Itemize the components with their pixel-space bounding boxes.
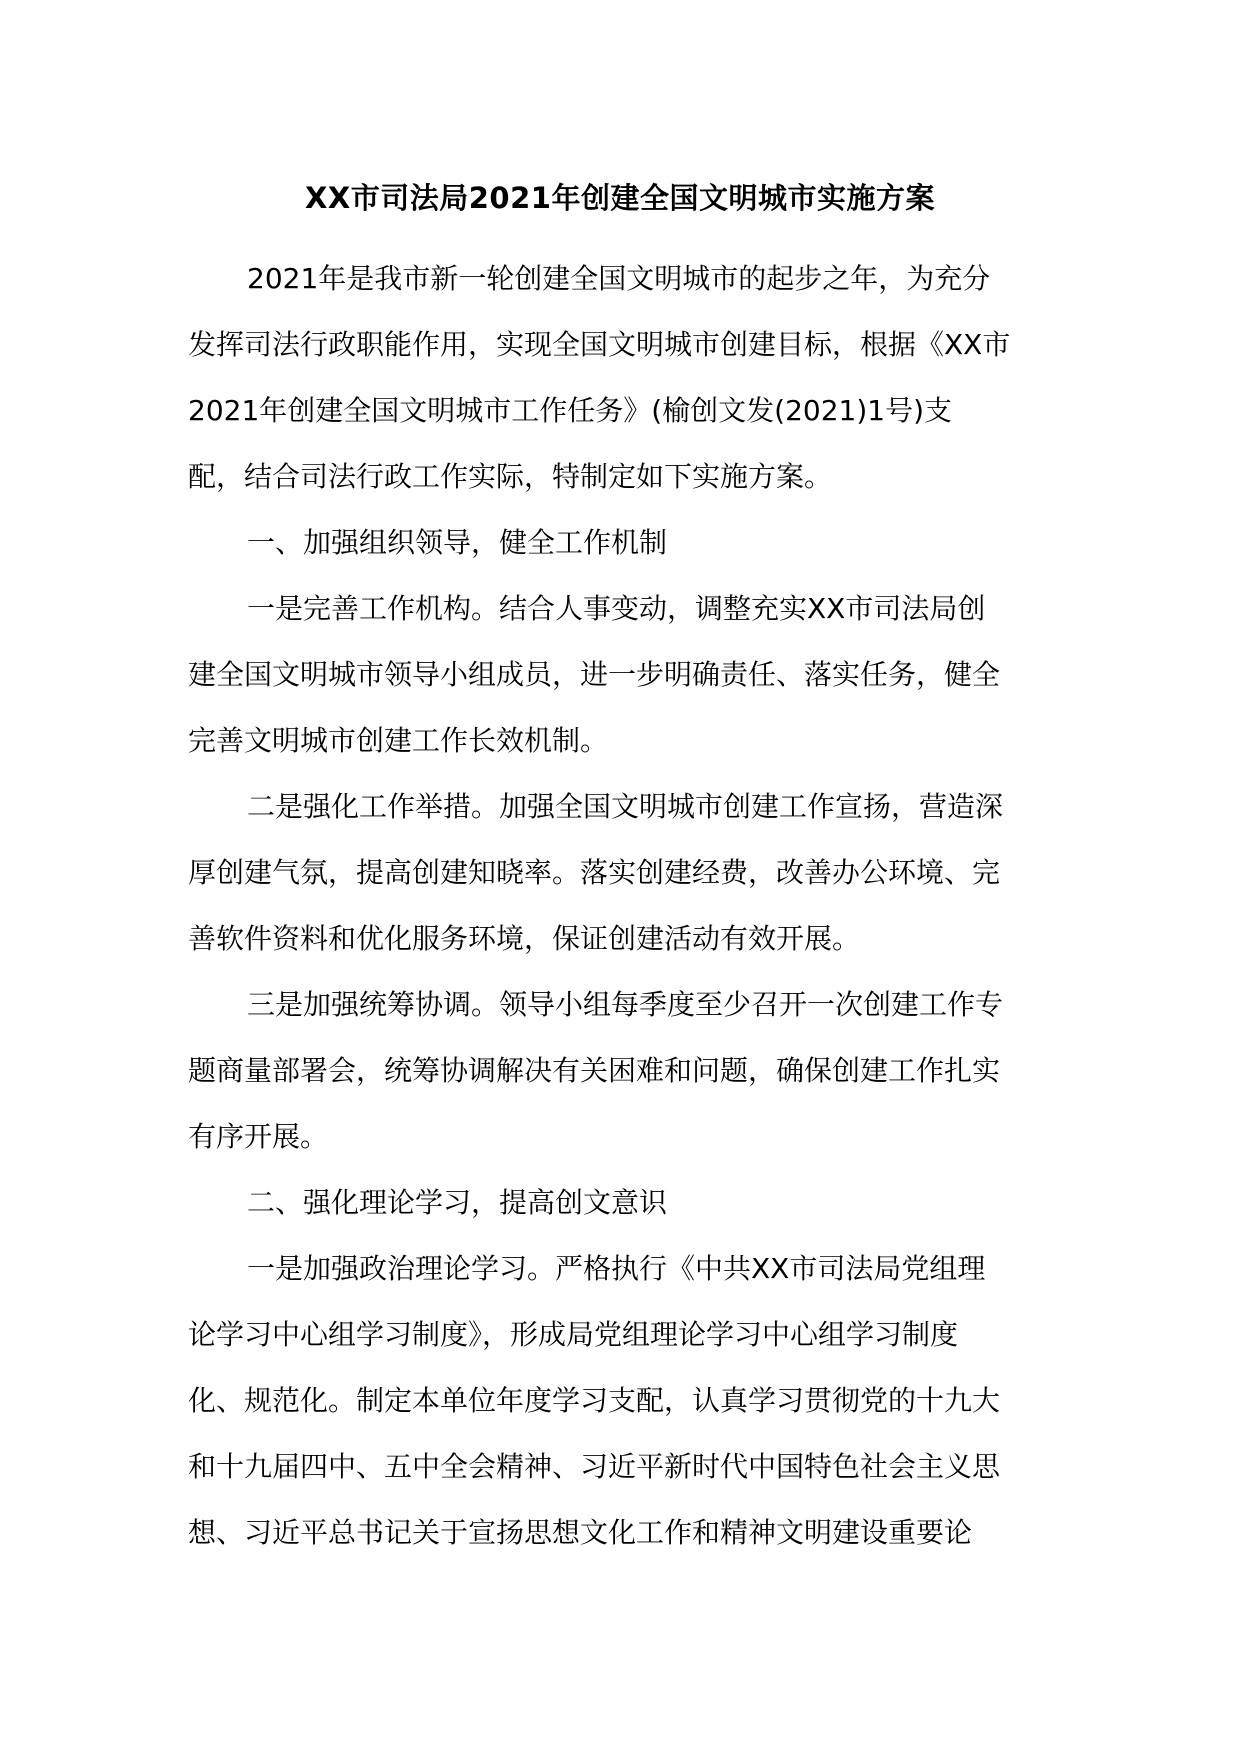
text-line: 配，结合司法行政工作实际，特制定如下实施方案。 [188, 460, 833, 493]
text-line: 有序开展。 [188, 1120, 329, 1153]
text-line: 一是加强政治理论学习。严格执行《中共XX市司法局党组理 [247, 1252, 986, 1285]
text-line: 一是完善工作机构。结合人事变动，调整充实XX市司法局创 [247, 592, 986, 625]
text-line: 和十九届四中、五中全会精神、习近平新时代中国特色社会主义思 [188, 1450, 1001, 1483]
text-line: 论学习中心组学习制度》，形成局党组理论学习中心组学习制度 [188, 1318, 959, 1351]
document-title: XX市司法局2021年创建全国文明城市实施方案 [305, 181, 935, 215]
text-line: 发挥司法行政职能作用，实现全国文明城市创建目标，根据《XX市 [188, 328, 1011, 361]
text-line: 一、加强组织领导，健全工作机制 [247, 526, 668, 559]
text-line: 化、规范化。制定本单位年度学习支配，认真学习贯彻党的十九大 [188, 1384, 1001, 1417]
text-line: 三是加强统筹协调。领导小组每季度至少召开一次创建工作专 [247, 988, 1004, 1021]
text-line: 2021年创建全国文明城市工作任务》(榆创文发(2021)1号)支 [188, 394, 953, 427]
text-line: 二是强化工作举措。加强全国文明城市创建工作宣扬，营造深 [247, 790, 1004, 823]
text-line: 2021年是我市新一轮创建全国文明城市的起步之年，为充分 [247, 262, 991, 295]
text-line: 二、强化理论学习，提高创文意识 [247, 1186, 668, 1219]
text-line: 想、习近平总书记关于宣扬思想文化工作和精神文明建设重要论 [188, 1516, 973, 1549]
text-line: 善软件资料和优化服务环境，保证创建活动有效开展。 [188, 922, 861, 955]
text-line: 题商量部署会，统筹协调解决有关困难和问题，确保创建工作扎实 [188, 1054, 1001, 1087]
text-line: 完善文明城市创建工作长效机制。 [188, 724, 609, 757]
text-line: 建全国文明城市领导小组成员，进一步明确责任、落实任务，健全 [188, 658, 1001, 691]
text-line: 厚创建气氛，提高创建知晓率。落实创建经费，改善办公环境、完 [188, 856, 1001, 889]
document-body [188, 246, 1063, 1566]
